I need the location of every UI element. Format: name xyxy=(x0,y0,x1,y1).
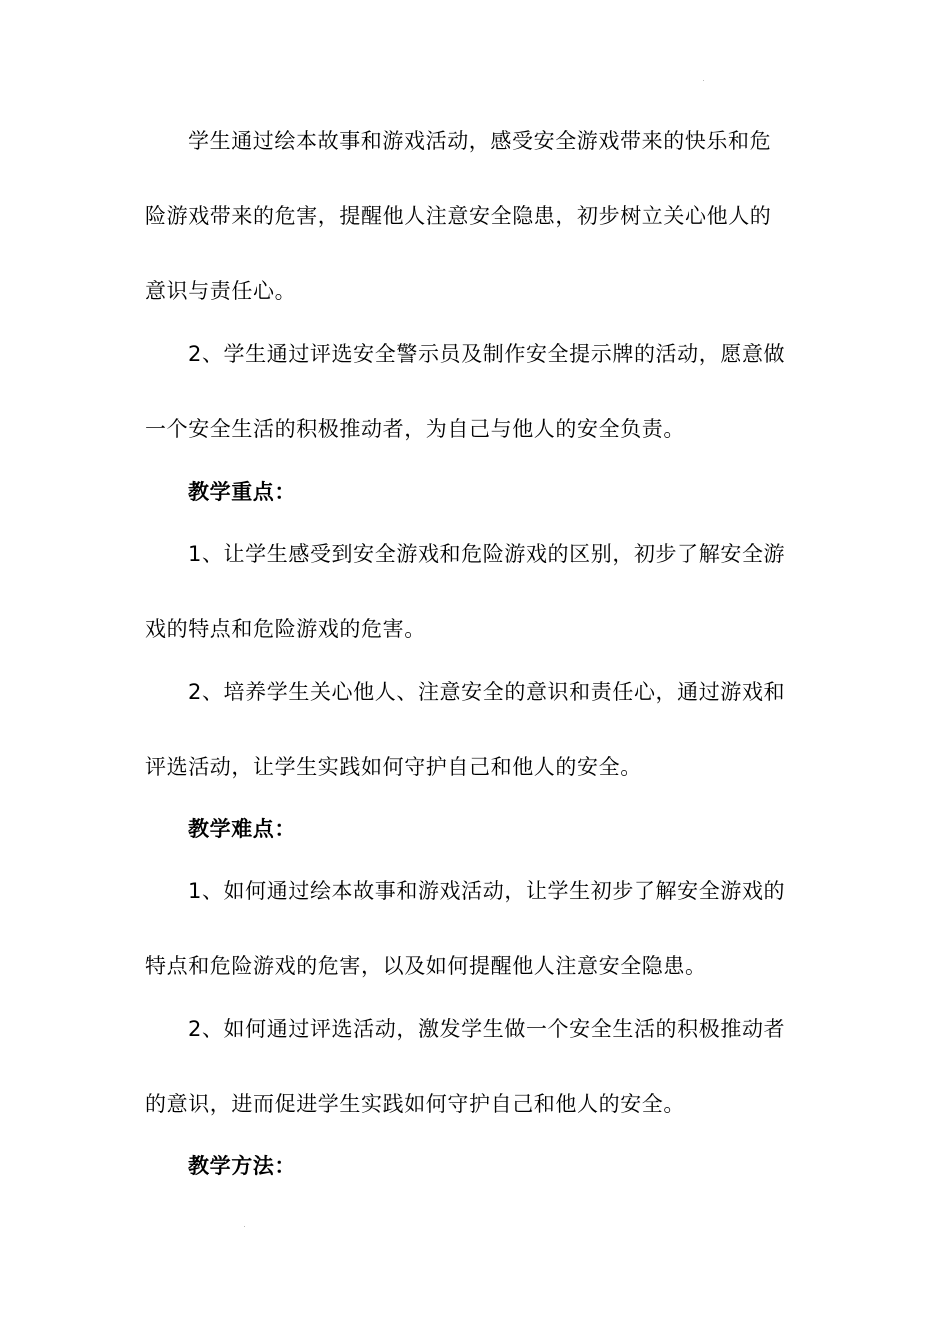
paragraph-focus-1-line-1: 1、让学生感受到安全游戏和危险游戏的区别，初步了解安全游 xyxy=(188,542,786,566)
heading-teaching-focus: 教学重点： xyxy=(188,480,296,504)
paragraph-difficulty-2-line-1: 2、如何通过评选活动，激发学生做一个安全生活的积极推动者 xyxy=(188,1017,786,1041)
paragraph-objective-2-line-2: 一个安全生活的积极推动者，为自己与他人的安全负责。 xyxy=(145,417,685,441)
scan-speck xyxy=(703,80,704,81)
heading-teaching-difficulty: 教学难点： xyxy=(188,817,296,841)
paragraph-difficulty-1-line-2: 特点和危险游戏的危害，以及如何提醒他人注意安全隐患。 xyxy=(145,954,707,978)
paragraph-difficulty-2-line-2: 的意识，进而促进学生实践如何守护自己和他人的安全。 xyxy=(145,1092,685,1116)
paragraph-objective-1-line-2: 险游戏带来的危害，提醒他人注意安全隐患，初步树立关心他人的 xyxy=(145,204,772,228)
heading-teaching-method: 教学方法： xyxy=(188,1154,296,1178)
paragraph-objective-1-line-3: 意识与责任心。 xyxy=(145,279,297,303)
paragraph-focus-1-line-2: 戏的特点和危险游戏的危害。 xyxy=(145,617,426,641)
paragraph-focus-2-line-2: 评选活动，让学生实践如何守护自己和他人的安全。 xyxy=(145,755,642,779)
paragraph-objective-2-line-1: 2、学生通过评选安全警示员及制作安全提示牌的活动，愿意做 xyxy=(188,342,786,366)
paragraph-objective-1-line-1: 学生通过绘本故事和游戏活动，感受安全游戏带来的快乐和危 xyxy=(188,129,772,153)
paragraph-difficulty-1-line-1: 1、如何通过绘本故事和游戏活动，让学生初步了解安全游戏的 xyxy=(188,879,786,903)
paragraph-focus-2-line-1: 2、培养学生关心他人、注意安全的意识和责任心，通过游戏和 xyxy=(188,680,786,704)
scan-speck xyxy=(244,1226,245,1227)
